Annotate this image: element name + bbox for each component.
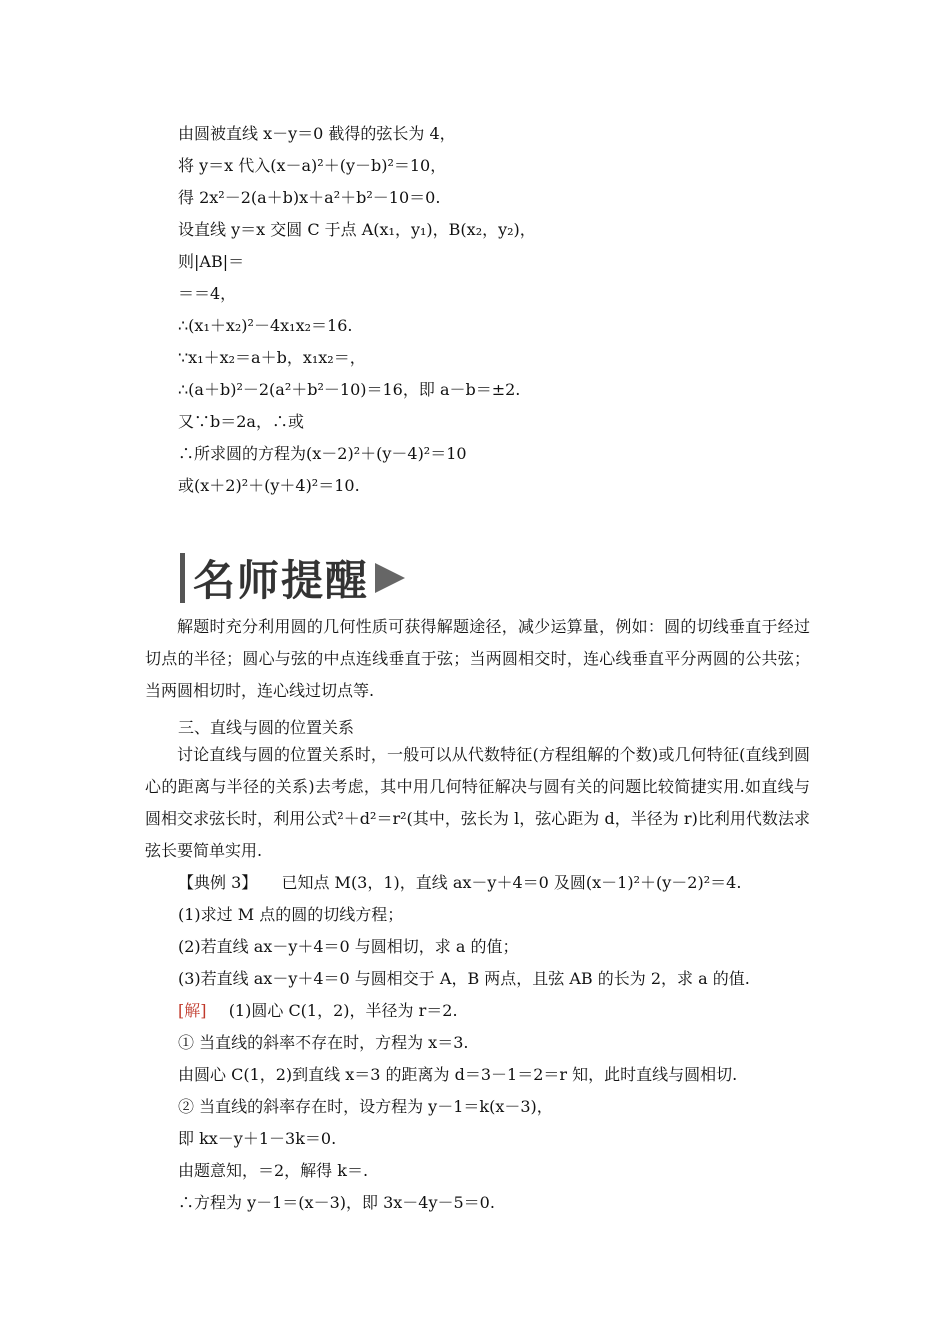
solution-line: 由圆心 C(1，2)到直线 x＝3 的距离为 d＝3－1＝2＝r 知，此时直线与圆相切.	[178, 1065, 738, 1084]
solution-line: ② 当直线的斜率存在时，设方程为 y－1＝k(x－3)，	[178, 1097, 553, 1116]
section-header-title: 名师提醒	[193, 556, 370, 605]
header-bar	[180, 553, 185, 603]
text-line: 得 2x²－2(a＋b)x＋a²＋b²－10＝0.	[178, 188, 441, 207]
solution-line: 由题意知，＝2，解得 k＝.	[178, 1161, 369, 1180]
example-text: 已知点 M(3，1)，直线 ax－y＋4＝0 及圆(x－1)²＋(y－2)²＝4.	[281, 873, 742, 892]
section-header	[180, 553, 405, 603]
example-question-2: (2)若直线 ax－y＋4＝0 与圆相切，求 a 的值；	[178, 937, 519, 956]
text-line: 将 y＝x 代入(x－a)²＋(y－b)²＝10，	[178, 156, 447, 175]
solution-line: ① 当直线的斜率不存在时，方程为 x＝3.	[178, 1033, 469, 1052]
example-statement	[178, 873, 741, 893]
section-three-title: 三、直线与圆的位置关系	[178, 718, 355, 737]
text-line: ∵x₁＋x₂＝a＋b，x₁x₂＝，	[178, 348, 366, 367]
example-question-3: (3)若直线 ax－y＋4＝0 与圆相交于 A，B 两点，且弦 AB 的长为 2，求 a 的值.	[178, 969, 750, 988]
example-label: 【典例 3】	[178, 873, 258, 892]
solution-label: [解]	[178, 1001, 207, 1020]
solution-line: 即 kx－y＋1－3k＝0.	[178, 1129, 337, 1148]
text-line: 由圆被直线 x－y＝0 截得的弦长为 4，	[178, 124, 456, 143]
tip-paragraph: 解题时充分利用圆的几何性质可获得解题途径，减少运算量，例如：圆的切线垂直于经过切点的半径；圆心与弦的中点连线垂直于弦；当两圆相交时，连心线垂直平分两圆的公共弦；当两圆相切时，连心线过切点等.	[145, 617, 810, 700]
example-question-1: (1)求过 M 点的圆的切线方程；	[178, 905, 404, 924]
text-line: ∴(a＋b)²－2(a²＋b²－10)＝16，即 a－b＝±2.	[178, 380, 521, 399]
text-line: 设直线 y＝x 交圆 C 于点 A(x₁，y₁)，B(x₂，y₂)，	[178, 220, 536, 239]
text-line: ∴所求圆的方程为(x－2)²＋(y－4)²＝10	[178, 444, 467, 463]
solution-line: ∴方程为 y－1＝(x－3)，即 3x－4y－5＝0.	[178, 1193, 495, 1212]
solution-line	[178, 1001, 458, 1021]
text-line: ＝＝4，	[178, 284, 237, 303]
section-three-paragraph: 讨论直线与圆的位置关系时，一般可以从代数特征(方程组解的个数)或几何特征(直线到圆心的距离与半径的关系)去考虑，其中用几何特征解决与圆有关的问题比较简捷实用.如直线与圆相交求弦长时，利用公式²＋d²＝r²(其中，弦长为 l，弦心距为 d，半径为 r)比利用代数法求弦长要简单实用.	[145, 745, 810, 860]
solution-text: (1)圆心 C(1，2)，半径为 r＝2.	[228, 1001, 458, 1020]
play-arrow-icon	[375, 563, 405, 593]
text-line: ∴(x₁＋x₂)²－4x₁x₂＝16.	[178, 316, 353, 335]
text-line: 又∵b＝2a，∴或	[178, 412, 304, 431]
text-line: 或(x＋2)²＋(y＋4)²＝10.	[178, 476, 360, 495]
text-line: 则|AB|＝	[178, 252, 245, 271]
